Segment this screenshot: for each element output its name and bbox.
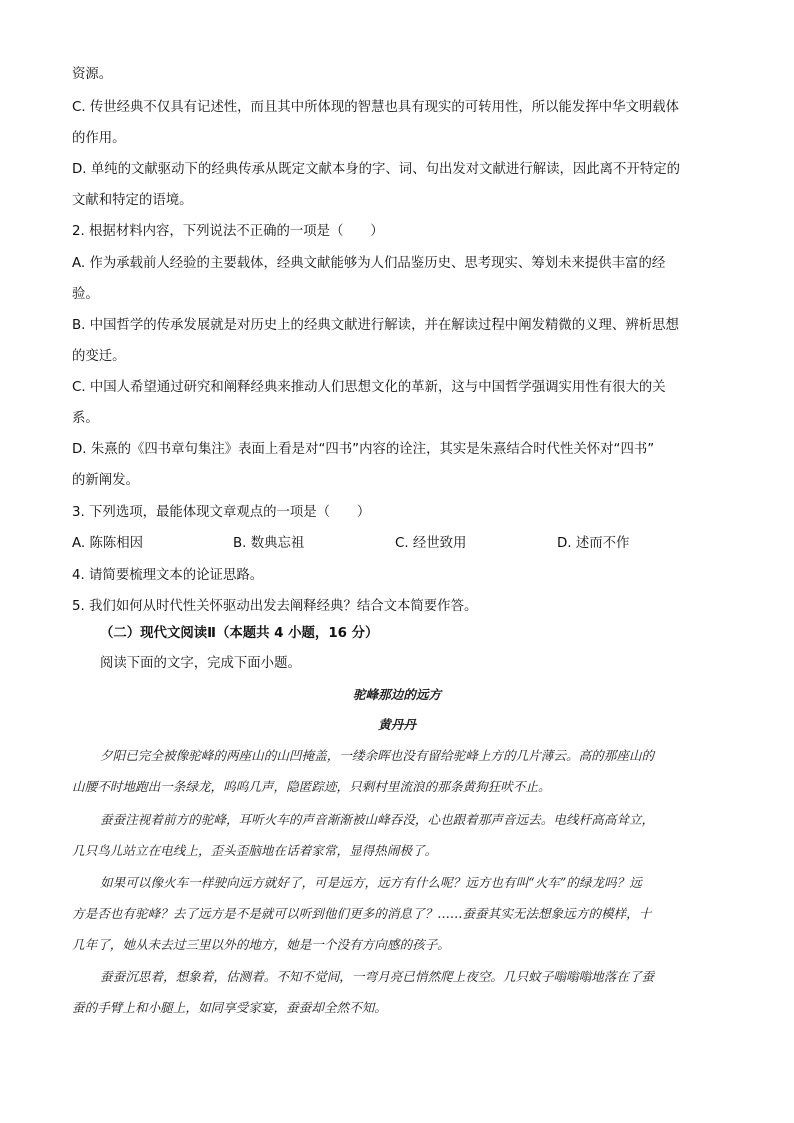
- question-4: 4. 请简要梳理文本的论证思路。: [72, 568, 264, 583]
- story-paragraph-line: 蚕蚕注视着前方的驼峰，耳听火车的声音渐渐被山峰吞没，心也跟着那声音远去。电线杆高高耸立，: [100, 812, 655, 827]
- story-paragraph-line: 几年了，她从未去过三里以外的地方，她是一个没有方向感的孩子。: [72, 937, 450, 952]
- option-d-line: D. 单纯的文献驱动下的经典传承从既定文献本身的字、词、句出发对文献进行解读，因此离不开特定的: [72, 162, 681, 177]
- text-line: 系。: [72, 411, 99, 426]
- q3-option-d: D. 述而不作: [557, 536, 630, 551]
- q3-option-b: B. 数典忘祖: [233, 536, 305, 551]
- text-line: 的新阐发。: [72, 473, 139, 488]
- question-5: 5. 我们如何从时代性关怀驱动出发去阐释经典？结合文本简要作答。: [72, 599, 478, 614]
- story-paragraph-line: 夕阳已完全被像驼峰的两座山的山凹掩盖，一缕余晖也没有留给驼峰上方的几片薄云。高的那座山的: [100, 748, 655, 763]
- text-line: 的作用。: [72, 131, 126, 146]
- instruction-text: 阅读下面的文字，完成下面小题。: [100, 656, 301, 671]
- q2-option-a: A. 作为承载前人经验的主要载体，经典文献能够为人们品鉴历史、思考现实、筹划未来提供丰富的经: [72, 256, 666, 271]
- q2-option-d: D. 朱熹的《四书章句集注》表面上看是对“四书”内容的诠注，其实是朱熹结合时代性关怀对“四书”: [72, 442, 655, 457]
- q3-option-a: A. 陈陈相因: [72, 536, 143, 551]
- question-2: 2. 根据材料内容，下列说法不正确的一项是（ ）: [72, 224, 384, 239]
- story-title: 驼峰那边的远方: [352, 687, 442, 702]
- question-3: 3. 下列选项，最能体现文章观点的一项是（ ）: [72, 505, 371, 520]
- section-heading: （二）现代文阅读Ⅱ（本题共 4 小题，16 分）: [100, 626, 379, 641]
- q2-option-c: C. 中国人希望通过研究和阐释经典来推动人们思想文化的革新，这与中国哲学强调实用性有很大的关: [72, 380, 666, 395]
- story-paragraph-line: 山腰不时地跑出一条绿龙，呜呜几声，隐匿踪迹，只剩村里流浪的那条黄狗狂吠不止。: [72, 779, 551, 794]
- story-paragraph-line: 几只鸟儿站立在电线上，歪头歪脑地在话着家常，显得热闹极了。: [72, 843, 438, 858]
- option-c-line: C. 传世经典不仅具有记述性，而且其中所体现的智慧也具有现实的可转用性，所以能发挥中华文明载体: [72, 100, 680, 115]
- story-paragraph-line: 方是否也有驼峰？去了远方是不是就可以听到他们更多的消息了？……蚕蚕其实无法想象远方的模样，十: [72, 906, 652, 921]
- text-line: 的变迁。: [72, 349, 126, 364]
- text-line: 文献和特定的语境。: [72, 193, 193, 208]
- story-author: 黄丹丹: [378, 717, 416, 732]
- story-paragraph-line: 蚕的手臂上和小腿上，如同享受家宴，蚕蚕却全然不知。: [72, 1000, 387, 1015]
- text-line: 验。: [72, 287, 99, 302]
- q3-option-c: C. 经世致用: [395, 536, 467, 551]
- text-line: 资源。: [72, 67, 113, 82]
- story-paragraph-line: 蚕蚕沉思着，想象着，估测着。不知不觉间，一弯月亮已悄然爬上夜空。几只蚊子嗡嗡嗡地落在了蚕: [100, 969, 655, 984]
- story-paragraph-line: 如果可以像火车一样驶向远方就好了，可是远方，远方有什么呢？远方也有叫“火车”的绿龙吗？远: [100, 875, 642, 890]
- q2-option-b: B. 中国哲学的传承发展就是对历史上的经典文献进行解读，并在解读过程中阐发精微的义理、辨析思想: [72, 318, 679, 333]
